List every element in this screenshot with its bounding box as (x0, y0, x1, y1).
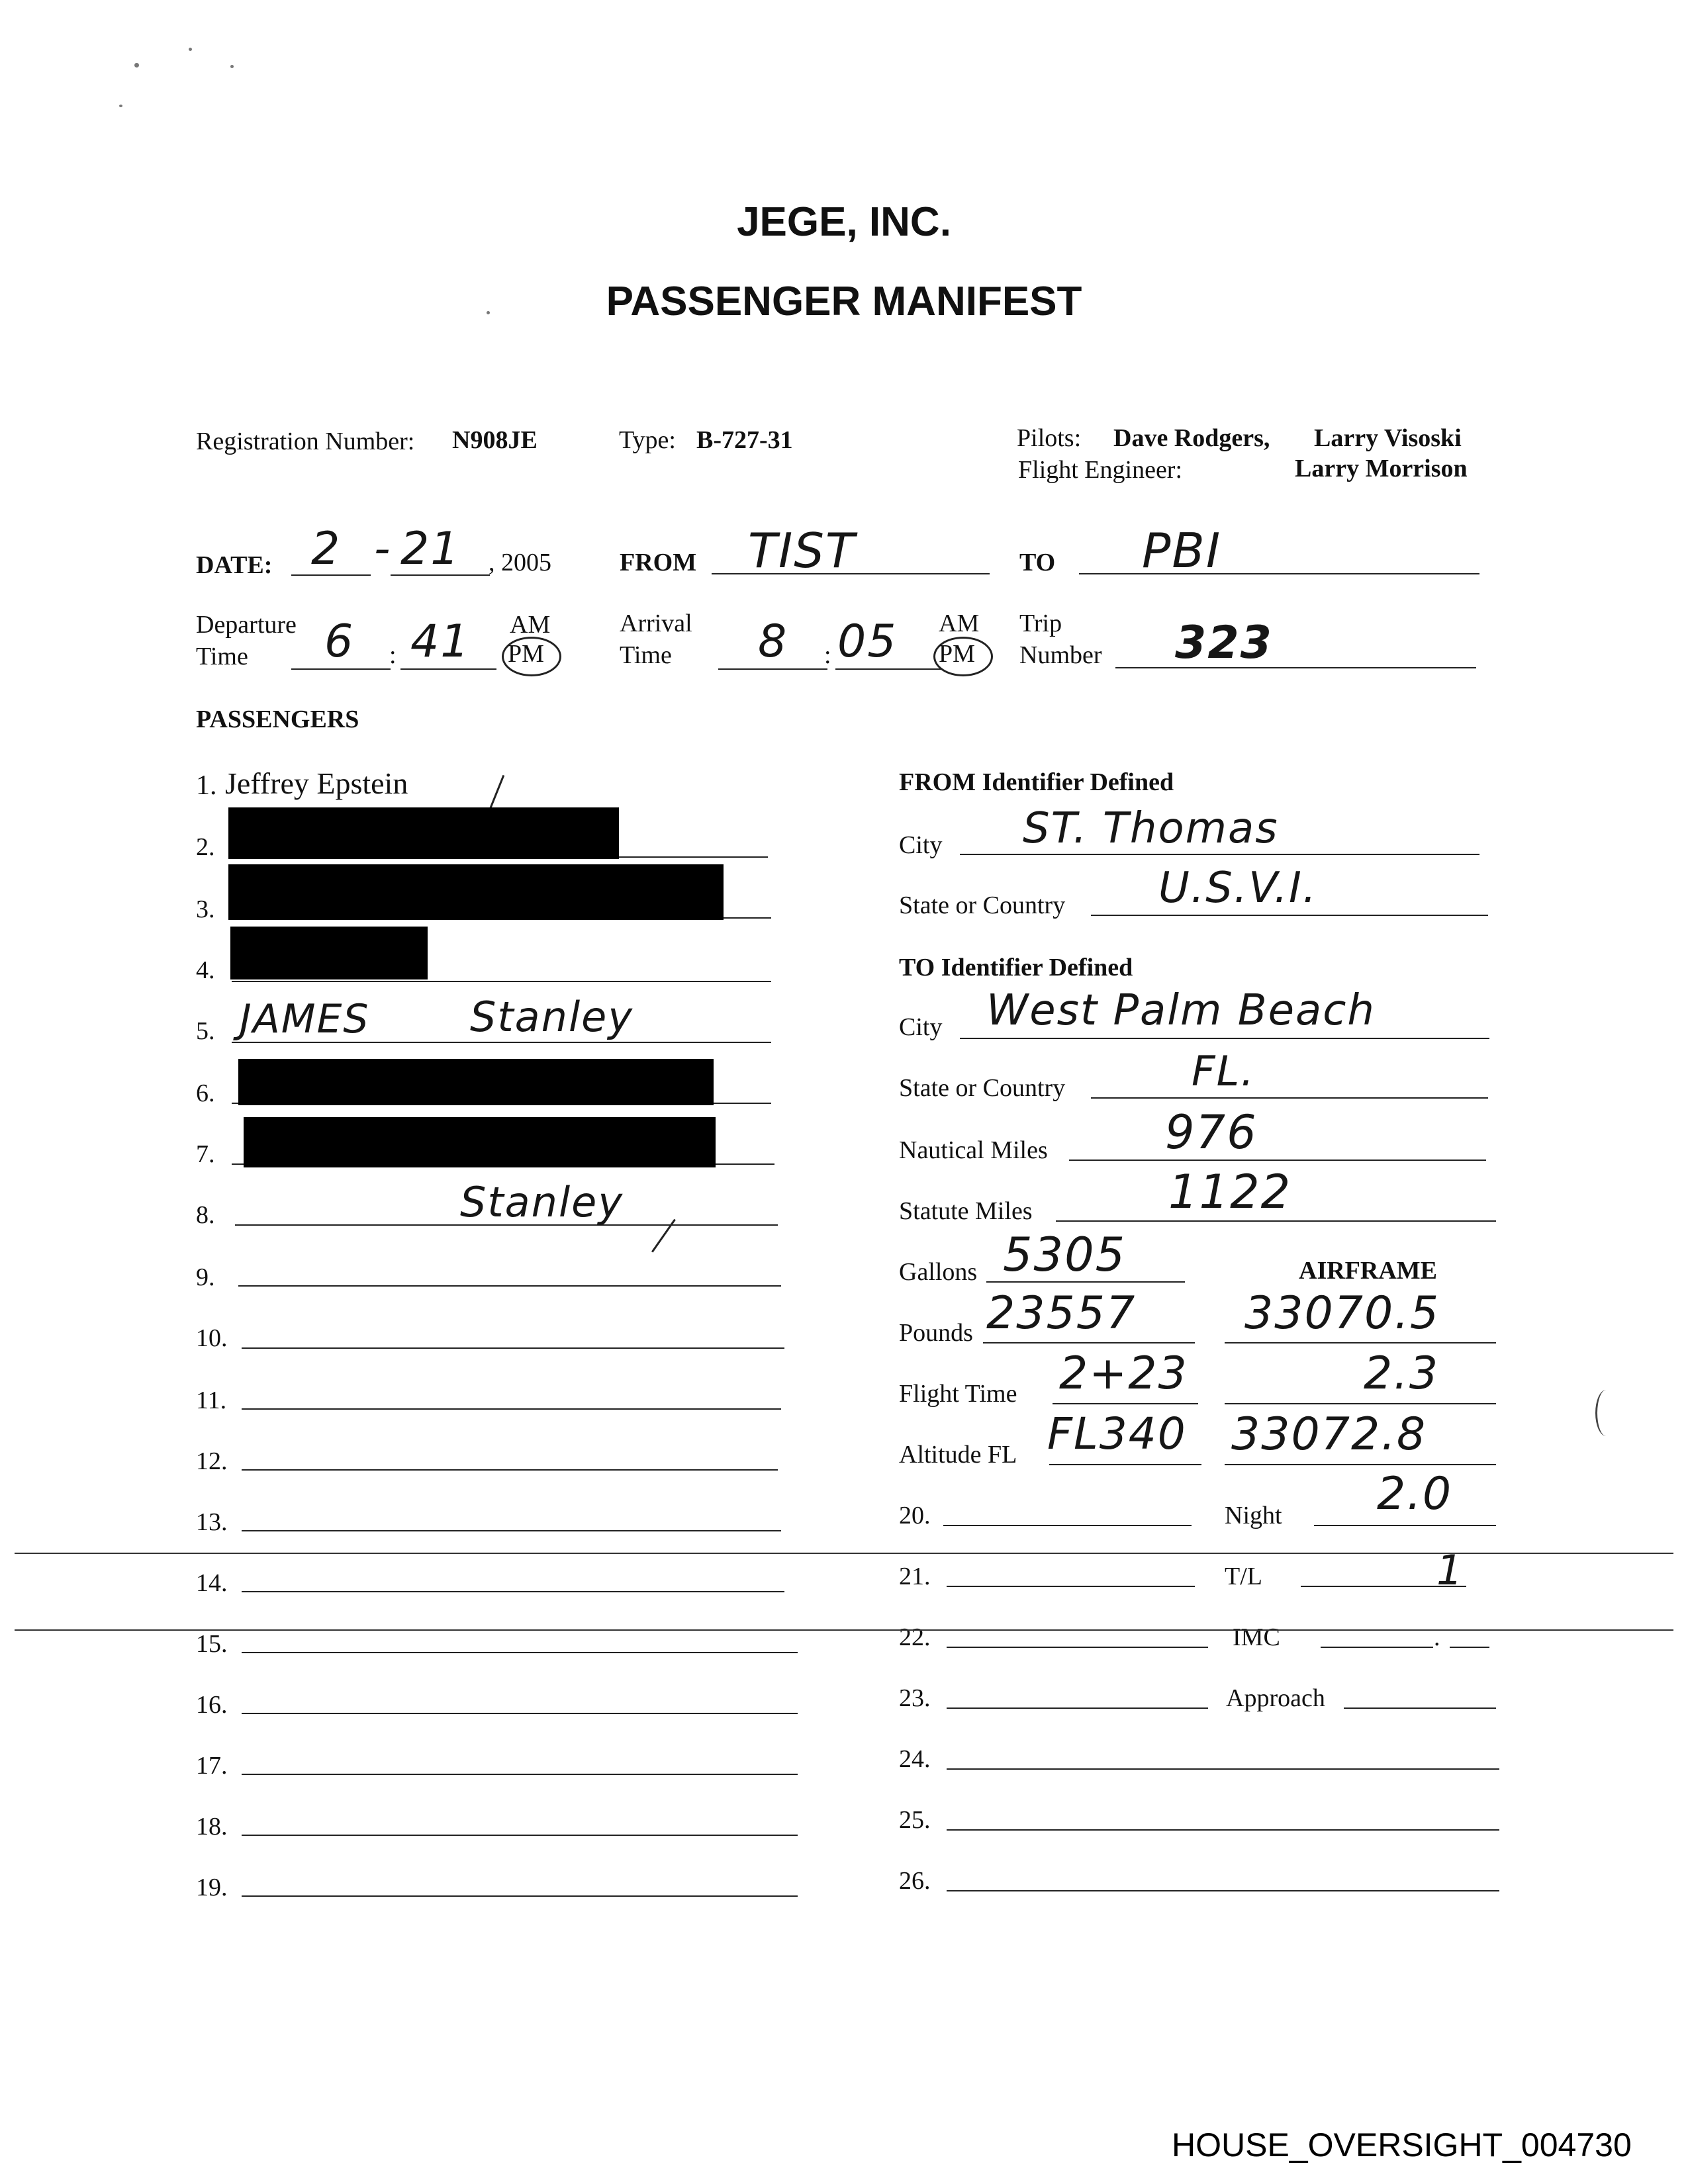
passenger-number: 7. (196, 1140, 215, 1168)
nautical-miles-line (1069, 1160, 1486, 1161)
nautical-miles-value: 976 (1165, 1105, 1258, 1160)
passenger-number: 11. (196, 1387, 227, 1414)
trip-line (1115, 667, 1476, 668)
passenger-number: 13. (196, 1508, 228, 1536)
flight-time-airframe-line (1225, 1403, 1496, 1404)
passenger-line (242, 1713, 798, 1714)
redaction-box (230, 927, 428, 979)
from-state-line (1091, 915, 1488, 916)
row-number: 24. (899, 1745, 931, 1773)
from-identifier-heading: FROM Identifier Defined (899, 768, 1174, 796)
passenger-number: 9. (196, 1263, 215, 1291)
pounds-value: 23557 (986, 1287, 1137, 1340)
altitude-label: Altitude FL (899, 1441, 1017, 1469)
pounds-line (983, 1342, 1195, 1343)
registration-value: N908JE (452, 426, 538, 454)
passenger-number: 15. (196, 1630, 228, 1658)
row-line (947, 1707, 1208, 1709)
redaction-box (228, 807, 619, 859)
departure-min-line (400, 668, 496, 670)
passenger-line (242, 1652, 798, 1653)
night-line (1314, 1525, 1496, 1526)
from-city-line (960, 854, 1479, 855)
departure-am: AM (510, 611, 551, 639)
date-month-value: 2 (311, 523, 342, 575)
altitude-line (1049, 1464, 1201, 1465)
to-city-line (960, 1038, 1489, 1039)
passenger-line (232, 981, 771, 982)
from-city-label: City (899, 831, 943, 859)
night-value: 2.0 (1377, 1468, 1453, 1520)
passenger-number: 4. (196, 956, 215, 984)
night-label: Night (1225, 1502, 1282, 1529)
nautical-miles-label: Nautical Miles (899, 1136, 1048, 1164)
row-number: 20. (899, 1502, 931, 1529)
arrival-hour: 8 (758, 615, 788, 668)
arrival-hour-line (718, 668, 827, 670)
statute-miles-label: Statute Miles (899, 1197, 1033, 1225)
passenger-line (242, 1530, 781, 1531)
scan-speck (189, 48, 192, 51)
row-line (947, 1890, 1499, 1891)
passenger-5-first-name: JAMES (240, 996, 370, 1042)
arrival-minute: 05 (837, 615, 898, 668)
passenger-number: 6. (196, 1079, 215, 1107)
passenger-number: 16. (196, 1691, 228, 1719)
passenger-number: 19. (196, 1874, 228, 1901)
passenger-line (242, 1835, 798, 1836)
to-state-line (1091, 1097, 1488, 1099)
imc-line (1321, 1647, 1433, 1648)
pounds-airframe-line (1225, 1342, 1496, 1343)
passenger-number: 2. (196, 833, 215, 861)
margin-mark (1595, 1390, 1617, 1436)
date-year: , 2005 (489, 549, 551, 576)
passenger-line (242, 1347, 784, 1349)
pilot-1: Dave Rodgers, (1113, 424, 1270, 452)
row-number: 23. (899, 1684, 931, 1712)
altitude-value: FL340 (1047, 1408, 1187, 1459)
redaction-box (244, 1117, 716, 1167)
passenger-line (242, 1591, 784, 1592)
statute-miles-line (1056, 1220, 1496, 1222)
departure-hour: 6 (324, 615, 355, 668)
redaction-box (238, 1059, 714, 1105)
passenger-line (242, 1895, 798, 1897)
to-state-value: FL. (1192, 1047, 1255, 1095)
passenger-5-last-name: Stanley (470, 993, 634, 1041)
flight-engineer-value: Larry Morrison (1295, 455, 1468, 482)
imc-label: IMC (1233, 1623, 1280, 1651)
passenger-number: 5. (196, 1017, 215, 1045)
departure-minute: 41 (410, 615, 471, 668)
passenger-1-name: Jeffrey Epstein (225, 766, 408, 800)
scan-speck (134, 63, 139, 68)
flight-time-airframe-value: 2.3 (1364, 1347, 1440, 1400)
arrival-label: Arrival (620, 610, 692, 637)
departure-pm: PM (508, 640, 544, 668)
to-city-value: West Palm Beach (986, 986, 1376, 1035)
flight-engineer-label: Flight Engineer: (1018, 456, 1183, 484)
date-day-value: 21 (400, 523, 461, 575)
departure-label-2: Time (196, 643, 248, 670)
trip-label: Trip (1019, 610, 1062, 637)
row-number: 26. (899, 1867, 931, 1895)
to-city-label: City (899, 1013, 943, 1041)
flight-time-value: 2+23 (1059, 1347, 1188, 1400)
arrival-colon: : (824, 641, 831, 669)
redaction-box (228, 864, 724, 920)
row-line (947, 1647, 1208, 1648)
date-dash: - (374, 523, 392, 575)
departure-hour-line (291, 668, 391, 670)
document-title: PASSENGER MANIFEST (606, 279, 1082, 324)
approach-label: Approach (1226, 1684, 1325, 1712)
arrival-pm: PM (939, 640, 975, 668)
flight-time-line (1053, 1403, 1198, 1404)
passenger-number: 1. (196, 770, 217, 801)
airframe-heading: AIRFRAME (1299, 1257, 1437, 1285)
row-line (947, 1586, 1195, 1587)
passenger-number: 3. (196, 895, 215, 923)
passenger-line (242, 1469, 778, 1471)
passenger-number: 8. (196, 1201, 215, 1229)
scan-speck (119, 105, 122, 107)
type-value: B-727-31 (696, 426, 793, 454)
passenger-number: 14. (196, 1569, 228, 1597)
passenger-number: 10. (196, 1324, 228, 1352)
flight-time-label: Flight Time (899, 1380, 1017, 1408)
scan-speck (230, 65, 234, 68)
arrival-label-2: Time (620, 641, 672, 669)
row-line (947, 1768, 1499, 1770)
gallons-label: Gallons (899, 1258, 978, 1286)
pounds-airframe-value: 33070.5 (1244, 1287, 1440, 1340)
passengers-heading: PASSENGERS (196, 705, 359, 733)
passenger-number: 17. (196, 1752, 228, 1780)
company-name: JEGE, INC. (737, 199, 951, 245)
to-value: PBI (1142, 523, 1222, 578)
scan-artifact-line (15, 1553, 1673, 1554)
imc-decimal-line (1450, 1647, 1489, 1648)
trip-label-2: Number (1019, 641, 1102, 669)
pounds-label: Pounds (899, 1319, 973, 1347)
arrival-min-line (835, 668, 943, 670)
bates-number: HOUSE_OVERSIGHT_004730 (1172, 2126, 1632, 2163)
pilot-2: Larry Visoski (1314, 424, 1462, 452)
passenger-line (238, 1285, 781, 1287)
departure-label: Departure (196, 611, 297, 639)
registration-label: Registration Number: (196, 428, 415, 455)
gallons-value: 5305 (1003, 1228, 1127, 1282)
row-line (947, 1829, 1499, 1831)
from-state-label: State or Country (899, 891, 1066, 919)
altitude-airframe-line (1225, 1464, 1496, 1465)
to-label: TO (1019, 549, 1056, 576)
from-city-value: ST. Thomas (1023, 804, 1279, 853)
from-label: FROM (620, 549, 697, 576)
passenger-number: 12. (196, 1447, 228, 1475)
date-label: DATE: (196, 551, 273, 579)
tl-label: T/L (1225, 1563, 1262, 1590)
passenger-8-name: Stanley (460, 1178, 624, 1226)
scan-artifact-line (15, 1629, 1673, 1631)
row-number: 25. (899, 1806, 931, 1834)
altitude-airframe-value: 33072.8 (1231, 1408, 1427, 1461)
to-identifier-heading: TO Identifier Defined (899, 954, 1133, 981)
from-state-value: U.S.V.I. (1158, 864, 1318, 913)
row-number: 22. (899, 1623, 931, 1651)
passenger-line (242, 1408, 781, 1410)
row-number: 21. (899, 1563, 931, 1590)
imc-dot: . (1434, 1623, 1440, 1651)
approach-line (1344, 1707, 1496, 1709)
to-state-label: State or Country (899, 1074, 1066, 1102)
statute-miles-value: 1122 (1168, 1165, 1292, 1219)
to-line (1079, 573, 1479, 574)
pilots-label: Pilots: (1017, 424, 1082, 452)
tl-value: 1 (1436, 1546, 1464, 1594)
arrival-am: AM (939, 610, 980, 637)
from-value: TIST (748, 523, 856, 578)
type-label: Type: (619, 426, 676, 454)
passenger-number: 18. (196, 1813, 228, 1841)
departure-colon: : (389, 641, 397, 669)
trip-value: 323 (1175, 617, 1273, 669)
row-line (943, 1525, 1192, 1526)
passenger-line (242, 1774, 798, 1775)
